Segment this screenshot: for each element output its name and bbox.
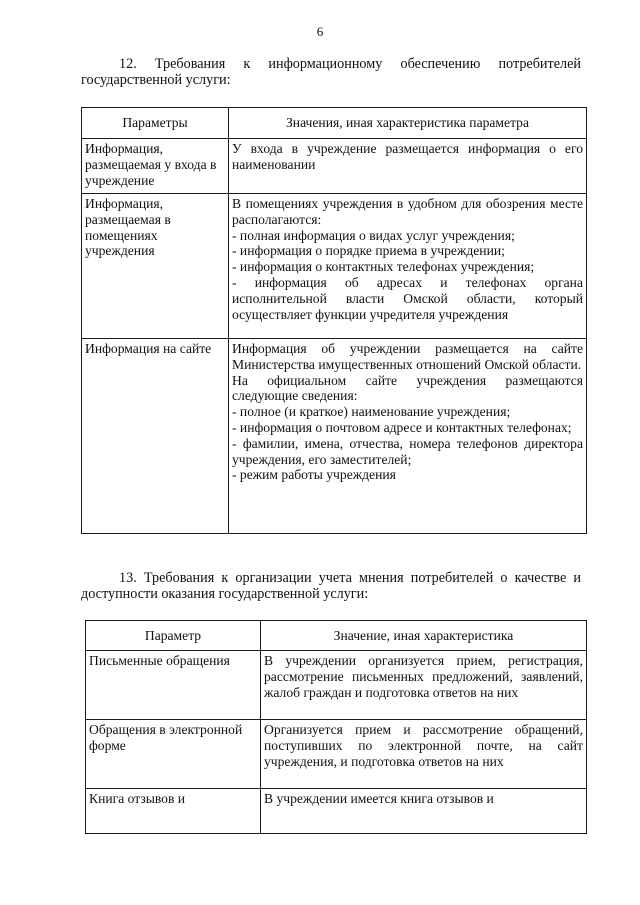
table-row [86,720,587,789]
value-line: В помещениях учреждения в удобном для обозрения месте располагаются: [232,196,583,227]
row-value: В учреждении организуется прием, регистрация, рассмотрение письменных предложений, заявлений, жалоб граждан и подготовка ответов на них [261,651,587,720]
row-value: В учреждении имеется книга отзывов и [261,789,587,834]
table-header-row [86,621,587,651]
column-header-values: Значения, иная характеристика параметра [229,108,587,139]
value-line: На официальном сайте учреждения размещаются следующие сведения: [232,372,583,404]
column-header-parameter: Параметр [86,621,261,651]
row-value [229,139,587,194]
table-row [86,789,587,834]
table-row [82,339,587,534]
row-parameter: Информация, размещаемая у входа в учреждение [82,139,229,194]
row-parameter: Обращения в электронной форме [86,720,261,789]
value-line: - полное (и краткое) наименование учреждения; [232,404,511,420]
section-13-heading: 13. Требования к организации учета мнения потребителей о качестве и доступности оказания государственной услуги: [81,570,581,602]
value-line: У входа в учреждение размещается информация о его наименовании [232,141,583,172]
table-row [82,194,587,339]
value-line: - фамилии, имена, отчества, номера телефонов директора учреждения, его заместителей; [232,435,583,467]
row-value: Организуется прием и рассмотрение обращений, поступивших по электронной почте, на сайт учреждения, и подготовка ответов на них [261,720,587,789]
info-requirements-table [81,107,587,534]
column-header-parameters: Параметры [82,108,229,139]
row-value [229,194,587,339]
feedback-requirements-table [85,620,587,834]
value-line: - полная информация о видах услуг учреждения; [232,227,515,243]
value-line: - информация о порядке приема в учреждении; [232,243,505,259]
value-line: - режим работы учреждения [232,467,396,483]
table-row [82,139,587,194]
value-line: - информация об адресах и телефонах органа исполнительной власти Омской области, который осуществляет функции учредителя учреждения [232,274,583,322]
row-parameter: Информация на сайте [82,339,229,534]
table-header-row [82,108,587,139]
value-line: - информация о контактных телефонах учреждения; [232,259,535,275]
value-line: - информация о почтовом адресе и контактных телефонах; [232,419,572,435]
section-12-heading: 12. Требования к информационному обеспечению потребителей государственной услуги: [81,56,581,88]
page-number: 6 [316,24,324,39]
value-line: Информация об учреждении размещается на сайте Министерства имущественных отношений Омской области. [232,341,583,372]
row-parameter: Книга отзывов и [86,789,261,834]
row-value [229,339,587,534]
table-row [86,651,587,720]
row-parameter: Письменные обращения [86,651,261,720]
column-header-value: Значение, иная характеристика [261,621,587,651]
row-parameter: Информация, размещаемая в помещениях учреждения [82,194,229,339]
